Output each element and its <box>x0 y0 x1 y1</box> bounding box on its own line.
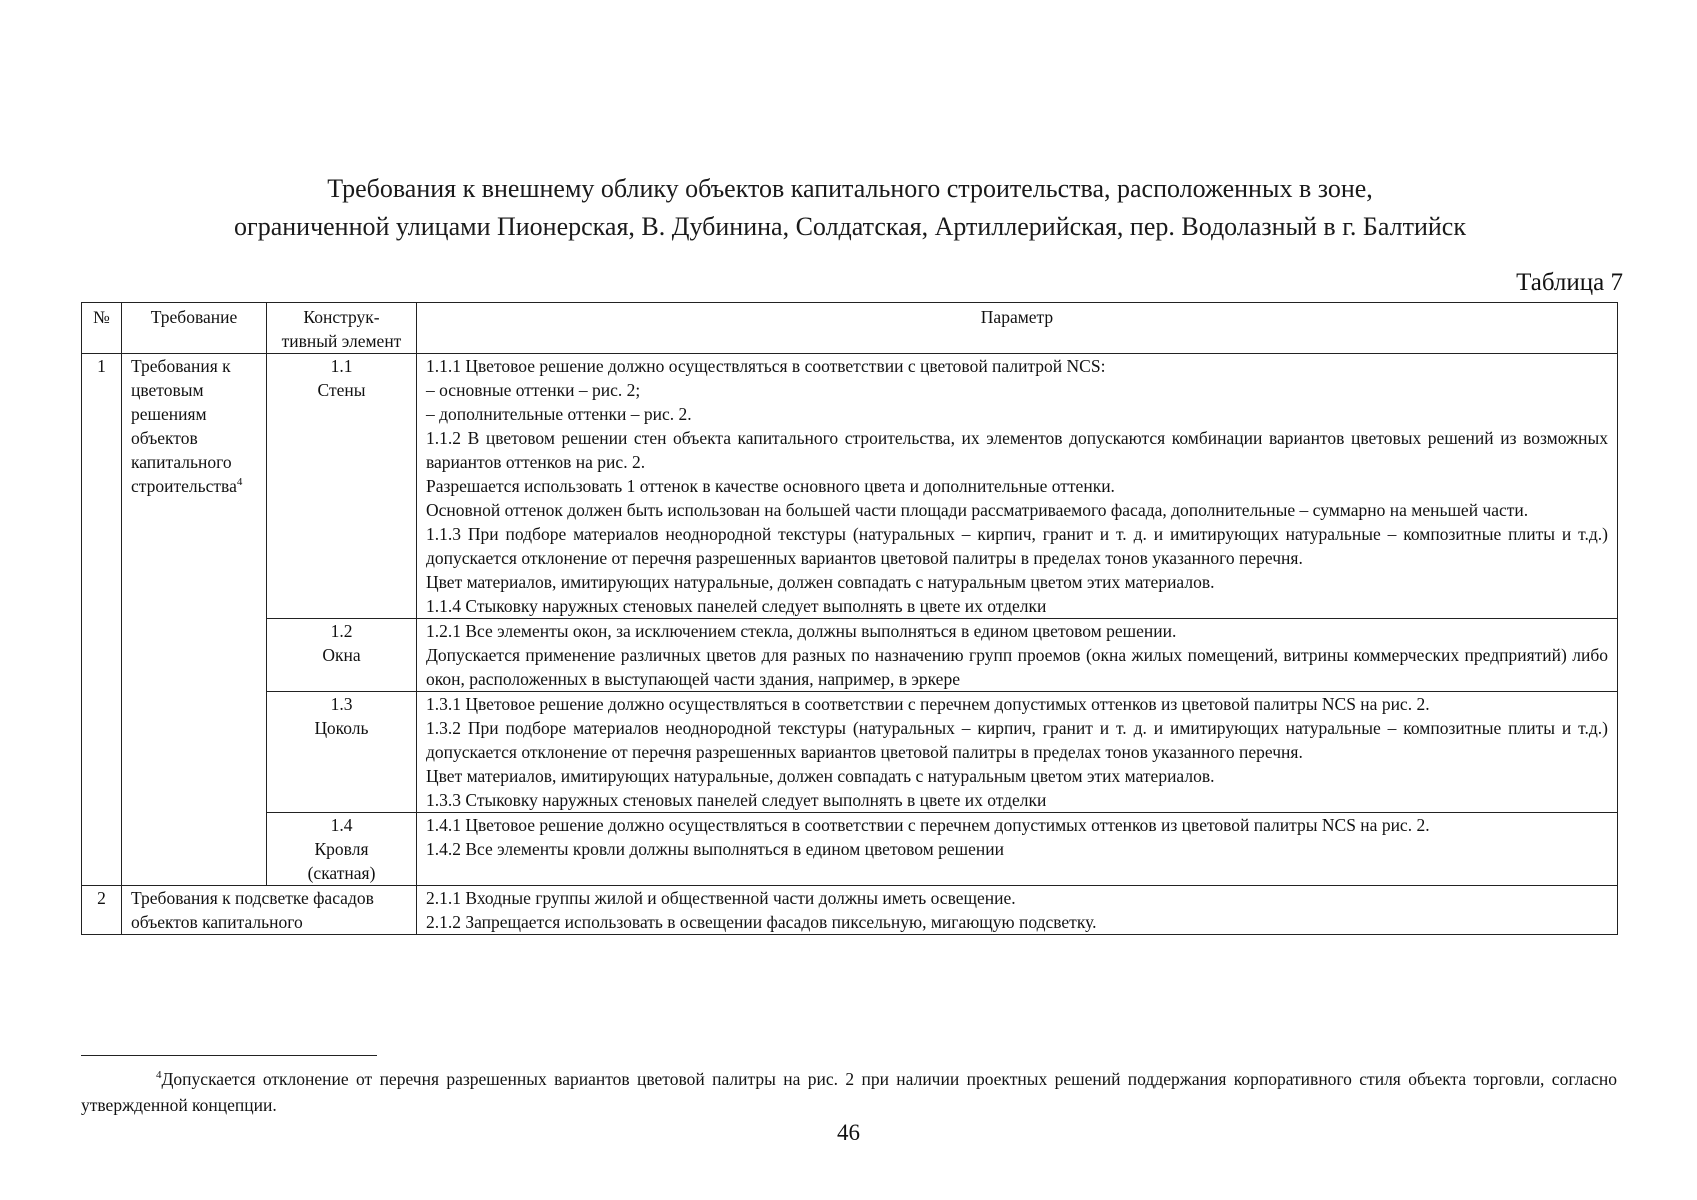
table-row <box>82 886 1618 935</box>
element-name: Кровля <box>314 839 369 859</box>
title-line-2: ограниченной улицами Пионерская, В. Дубинина, Солдатская, Артиллерийская, пер. Водолазный в г. Балтийск <box>234 212 1466 241</box>
table-row <box>82 813 1618 886</box>
table-row <box>82 354 1618 619</box>
param-text: – дополнительные оттенки – рис. 2. <box>426 404 692 424</box>
element-1-1 <box>267 354 417 619</box>
params-1-3 <box>417 692 1618 813</box>
element-1-4 <box>267 813 417 886</box>
param-text: – основные оттенки – рис. 2; <box>426 380 641 400</box>
element-name-extra: (скатная) <box>307 863 376 883</box>
footnote <box>81 1066 1617 1118</box>
header-element-line-1: Конструк- <box>303 307 380 327</box>
title-line-1: Требования к внешнему облику объектов капитального строительства, расположенных в зоне, <box>327 174 1373 203</box>
param-text: 1.3.3 Стыковку наружных стеновых панелей следует выполнять в цвете их отделки <box>426 790 1047 810</box>
row-1-requirement-text: Требования к цветовым решениям объектов капитального строительства <box>131 356 237 496</box>
header-parameter: Параметр <box>417 303 1618 354</box>
params-1-4 <box>417 813 1618 886</box>
params-1-2 <box>417 619 1618 692</box>
row-2-num: 2 <box>82 886 122 935</box>
table-header-row <box>82 303 1618 354</box>
table-label: Таблица 7 <box>1516 269 1623 296</box>
param-text: Цвет материалов, имитирующих натуральные, должен совпадать с натуральным цветом этих материалов. <box>426 766 1215 786</box>
param-text: 1.4.2 Все элементы кровли должны выполняться в едином цветовом решении <box>426 839 1004 859</box>
requirements-table <box>81 302 1618 935</box>
param-text: 1.4.1 Цветовое решение должно осуществляться в соответствии с перечнем допустимых оттенков из цветовой палитры NCS на рис. 2. <box>426 815 1430 835</box>
header-element-line-2: тивный элемент <box>281 331 402 351</box>
param-text: 2.1.1 Входные группы жилой и общественной части должны иметь освещение. <box>426 888 1016 908</box>
row-1-num: 1 <box>82 354 122 886</box>
element-1-3 <box>267 692 417 813</box>
document-title <box>140 170 1560 246</box>
footnote-reference: 4 <box>236 476 243 489</box>
footnote-divider <box>81 1055 377 1056</box>
footnote-text: Допускается отклонение от перечня разрешенных вариантов цветовой палитры на рис. 2 при наличии проектных решений поддержания корпоративного стиля объекта торговли, согласно утвержденной концепции. <box>81 1069 1617 1115</box>
row-2-requirement: Требования к подсветке фасадов объектов капитального <box>122 886 417 935</box>
row-1-requirement <box>122 354 267 886</box>
element-code: 1.4 <box>330 815 353 835</box>
element-name: Стены <box>317 380 366 400</box>
element-code: 1.3 <box>330 694 353 714</box>
params-2 <box>417 886 1618 935</box>
param-text: 1.3.2 При подборе материалов неоднородной текстуры (натуральных – кирпич, гранит и т. д. и имитирующих натуральные – композитные плиты и т.д.) допускается отклонение от перечня разрешенных вариантов цветовой палитры в пределах тонов указанного перечня. <box>426 718 1608 762</box>
param-text: 1.1.1 Цветовое решение должно осуществляться в соответствии с цветовой палитрой NCS: <box>426 356 1106 376</box>
param-text: 1.1.3 При подборе материалов неоднородной текстуры (натуральных – кирпич, гранит и т. д. и имитирующих натуральные – композитные плиты и т.д.) допускается отклонение от перечня разрешенных вариантов цветовой палитры в пределах тонов указанного перечня. <box>426 524 1608 568</box>
footnote-mark: 4 <box>156 1069 162 1082</box>
params-1-1 <box>417 354 1618 619</box>
element-code: 1.1 <box>330 356 353 376</box>
element-1-2 <box>267 619 417 692</box>
param-text: Разрешается использовать 1 оттенок в качестве основного цвета и дополнительные оттенки. <box>426 476 1115 496</box>
param-text: 1.1.2 В цветовом решении стен объекта капитального строительства, их элементов допускаются комбинации вариантов цветовых решений из возможных вариантов оттенков на рис. 2. <box>426 428 1608 472</box>
page-number: 46 <box>837 1120 860 1145</box>
param-text: Допускается применение различных цветов для разных по назначению групп проемов (окна жилых помещений, витрины коммерческих предприятий) либо окон, расположенных в выступающей части здания, например, в эркере <box>426 645 1608 689</box>
param-text: Цвет материалов, имитирующих натуральные, должен совпадать с натуральным цветом этих материалов. <box>426 572 1215 592</box>
element-code: 1.2 <box>330 621 353 641</box>
header-requirement: Требование <box>122 303 267 354</box>
table-row <box>82 692 1618 813</box>
element-name: Цоколь <box>314 718 369 738</box>
param-text: 2.1.2 Запрещается использовать в освещении фасадов пиксельную, мигающую подсветку. <box>426 912 1097 932</box>
table-row <box>82 619 1618 692</box>
param-text: 1.3.1 Цветовое решение должно осуществляться в соответствии с перечнем допустимых оттенков из цветовой палитры NCS на рис. 2. <box>426 694 1430 714</box>
param-text: 1.1.4 Стыковку наружных стеновых панелей следует выполнять в цвете их отделки <box>426 596 1047 616</box>
param-text: 1.2.1 Все элементы окон, за исключением стекла, должны выполняться в едином цветовом решении. <box>426 621 1177 641</box>
element-name: Окна <box>322 645 361 665</box>
header-num: № <box>82 303 122 354</box>
param-text: Основной оттенок должен быть использован на большей части площади рассматриваемого фасада, дополнительные – суммарно на меньшей части. <box>426 500 1529 520</box>
header-element <box>267 303 417 354</box>
